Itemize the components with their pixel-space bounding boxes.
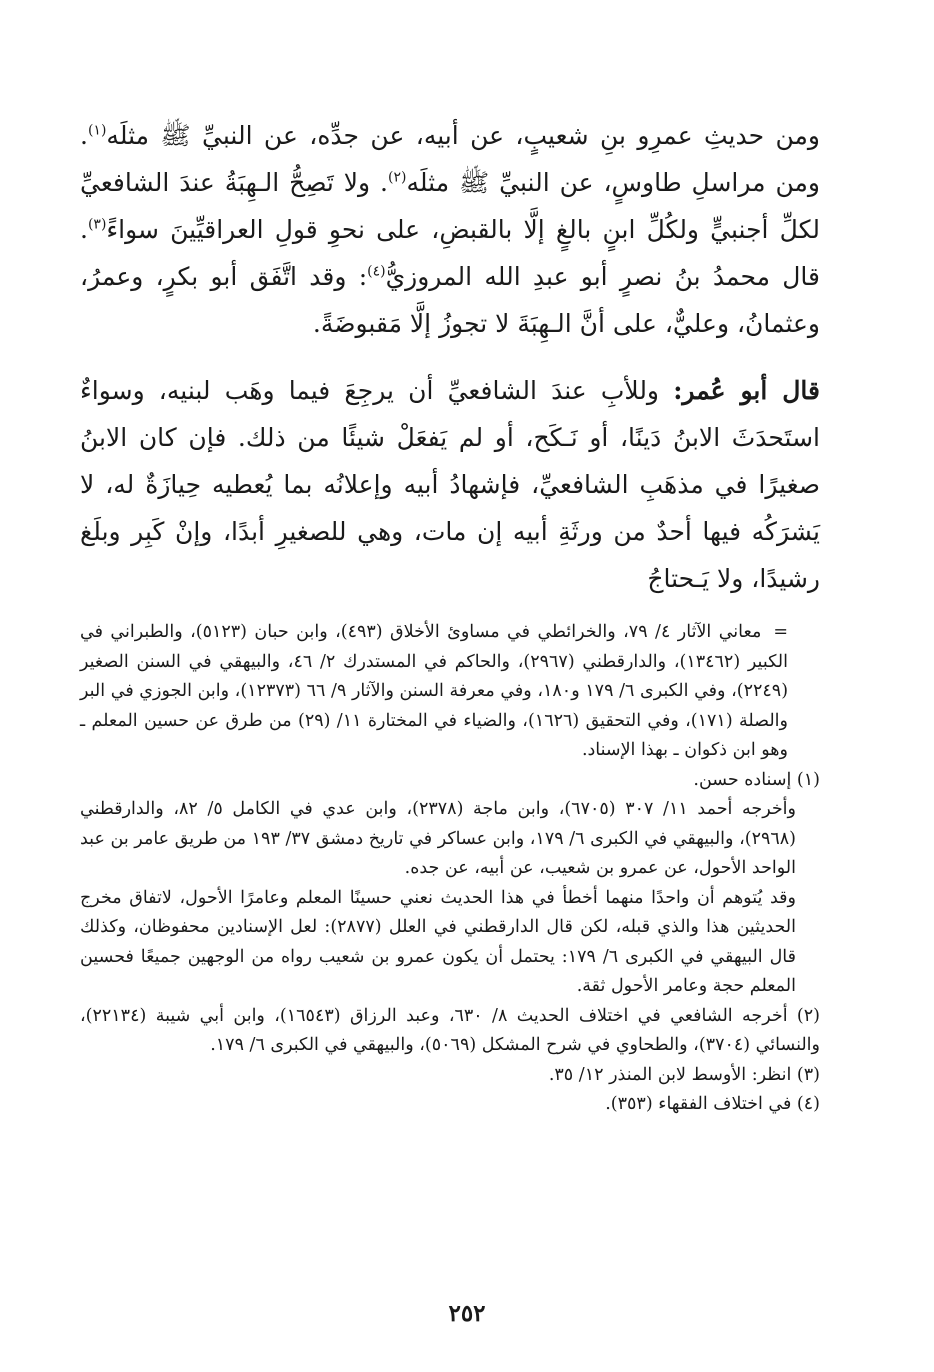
paragraph-1-text-c: . ولا تَصِحُّ الـهِبَةُ عندَ الشافعيِّ لكلِّ أجنبيٍّ ولكُلِّ ابنٍ بالغٍ إلَّا بالقبضِ، على نحوِ قولِ العراقيِّينَ سواءً bbox=[80, 168, 820, 244]
footnote-3: (٣) انظر: الأوسط لابن المنذر ١٢/ ٣٥. bbox=[548, 1064, 820, 1085]
paragraph-2 bbox=[80, 367, 820, 602]
paragraph-1-text-d: . قال محمدُ بنُ نصرٍ أبو عبدِ الله المروزيُّ bbox=[80, 215, 820, 291]
footnote-ref-4[interactable]: (٤) bbox=[367, 263, 386, 280]
footnote-ref-1[interactable]: (١) bbox=[87, 122, 107, 139]
footnote-1-head: (١) إسناده حسن. bbox=[693, 769, 820, 790]
footnotes bbox=[80, 618, 820, 1120]
paragraph-2-text: وللأبِ عندَ الشافعيِّ أن يرجِعَ فيما وهَب لبنيه، وسواءٌ استَحدَثَ الابنُ دَينًا، أو نَـكَح، أو لم يَفعَلْ شيئًا من ذلك. فإن كان الابنُ صغيرًا في مذهَبِ الشافعيِّ، فإشهادُ أبيه وإعلانُه بما يُعطيه حِيازَةٌ له، لا يَشرَكُه فيها أحدٌ من ورثَةِ أبيه إن مات، وهي للصغيرِ أبدًا، وإنْ كَبِر وبلَغ رشيدًا، ولا يَـحتاجُ bbox=[80, 376, 821, 593]
page-number: ٢٥٢ bbox=[448, 1300, 486, 1327]
footnote-1-paragraph-1: وأخرجه أحمد ١١/ ٣٠٧ (٦٧٠٥)، وابن ماجة (٢٣٧٨)، وابن عدي في الكامل ٥/ ٨٢، والدارقطني (٢٩٦٨)، والبيهقي في الكبرى ٦/ ١٧٩، وابن عساكر في تاريخ دمشق ٣٧/ ١٩٣ من طريق عامر بن عبد الواحد الأحول، عن عمرو بن شعيب، عن أبيه، عن جده. bbox=[80, 799, 796, 878]
main-text bbox=[80, 112, 820, 602]
paragraph-1-text-a: ومن حديثِ عمرِو بنِ شعيبٍ، عن أبيه، عن جدِّه، عن النبيِّ ﷺ مثلَه bbox=[106, 121, 820, 150]
footnote-continuation bbox=[80, 618, 820, 766]
paragraph-2-lead: قال أبو عُمر: bbox=[673, 376, 820, 405]
footnote-1-paragraph-2: وقد يُتوهم أن واحدًا منهما أخطأ في هذا الحديث نعني حسينًا المعلم وعامرًا الأحول، لاتفاق مخرج الحديثين هذا والذي قبله، لكن قال الدارقطني في العلل (٢٨٧٧): لعل الإسنادين محفوظان، وكذلك قال البيهقي في الكبرى ٦/ ١٧٩: يحتمل أن يكون عمرو بن شعيب رواه من الوجهين جميعًا فحسين المعلم حجة وعامر الأحول ثقة. bbox=[80, 887, 797, 996]
footnote-4: (٤) في اختلاف الفقهاء (٣٥٣). bbox=[605, 1094, 820, 1114]
paragraph-1 bbox=[80, 112, 820, 347]
paragraph-1-text-b: . ومن مراسلِ طاوسٍ، عن النبيِّ ﷺ مثلَه bbox=[80, 121, 820, 197]
footnote-ref-3[interactable]: (٣) bbox=[87, 216, 107, 233]
page-content bbox=[80, 112, 820, 1120]
continuation-mark: = bbox=[773, 622, 789, 642]
paragraph-1-text-e: : وقد اتَّفَق أبو بكرٍ، وعمرُ، وعثمانُ، وعليٌّ، على أنَّ الـهِبَةَ لا تجوزُ إلَّا مَقبوضَةً. bbox=[80, 262, 820, 338]
footnote-2: (٢) أخرجه الشافعي في اختلاف الحديث ٨/ ٦٣٠، وعبد الرزاق (١٦٥٤٣)، وابن أبي شيبة (٢٢١٣٤)، والنسائي (٣٧٠٤)، والطحاوي في شرح المشكل (٥٠٦٩)، والبيهقي في الكبرى ٦/ ١٧٩. bbox=[80, 1005, 820, 1055]
footnote-ref-2[interactable]: (٢) bbox=[388, 169, 407, 186]
footnote-continuation-text: معاني الآثار ٤/ ٧٩، والخرائطي في مساوئ الأخلاق (٤٩٣)، وابن حبان (٥١٢٣)، والطبراني في الكبير (١٣٤٦٢)، والدارقطني (٢٩٦٧)، والحاكم في المستدرك ٢/ ٤٦، والبيهقي في السنن الصغير (٢٢٤٩)، وفي الكبرى ٦/ ١٧٩ و١٨٠، وفي معرفة السنن والآثار ٩/ ٦٦ (١٢٣٧٣)، وابن الجوزي في البر والصلة (١٧١)، وفي التحقيق (١٦٢٦)، والضياء في المختارة ١١/ (٢٩) من طرق عن حسين المعلم ـ وهو ابن ذكوان ـ بهذا الإسناد. bbox=[80, 622, 789, 760]
